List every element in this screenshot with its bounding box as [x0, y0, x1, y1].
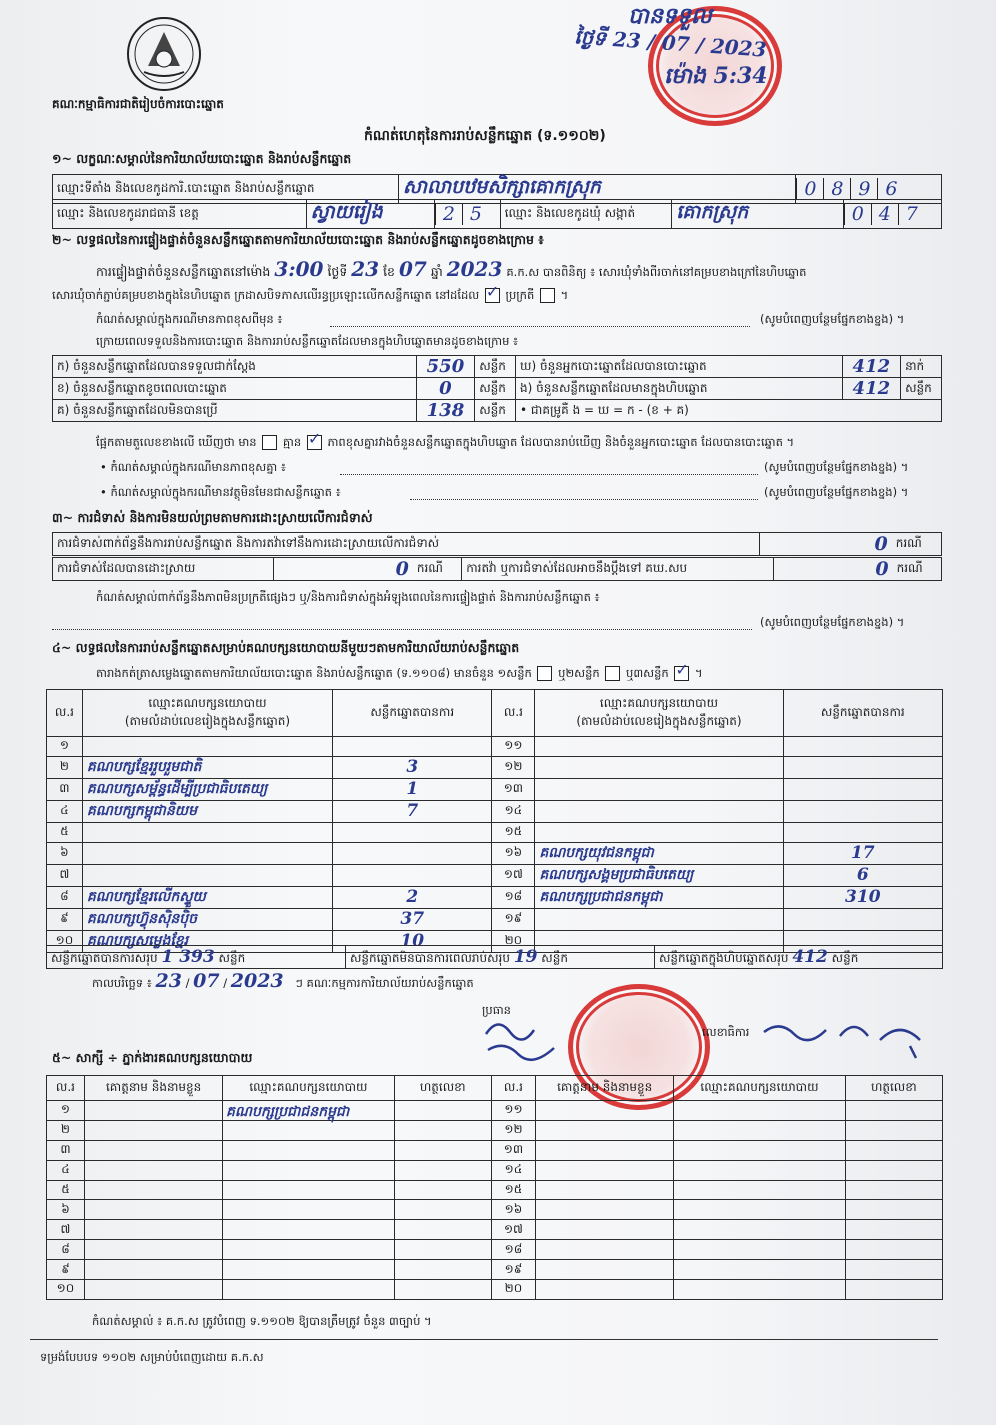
witness-signature-cell[interactable] — [394, 1160, 491, 1180]
table-row — [47, 778, 943, 800]
count-value-e: 412 — [852, 378, 891, 399]
code-digit: 0 — [844, 203, 871, 225]
witness-party-cell[interactable] — [674, 1200, 845, 1220]
objections-table — [52, 532, 942, 556]
col-no: ល.រ — [47, 1076, 85, 1101]
code-digit: 4 — [871, 203, 898, 225]
resolved-label: ការជំទាស់ដែលបានដោះស្រាយ — [53, 558, 274, 581]
row-number: ១១ — [492, 737, 535, 757]
resolved-count: 0 — [395, 558, 409, 580]
code-digit: 0 — [796, 178, 823, 200]
footer-note: កំណត់សម្គាល់ ៖ គ.ក.ស ត្រូវបំពេញ ទ.១១០២ ឱ្យបានត្រឹមត្រូវ ចំនួន ៣ច្បាប់ ។ — [92, 1314, 432, 1328]
president-signature — [478, 1014, 568, 1064]
party-name: គណបក្សកម្ពុជានិយម — [86, 802, 197, 819]
polling-station-name: សាលាបឋមសិក្សាគោកស្រុក — [402, 176, 601, 198]
verify-day: 23 — [351, 257, 380, 281]
witness-name-cell[interactable] — [84, 1280, 222, 1300]
discrepancy-line: ផ្អែកតាមតួលេខខាងលើ ឃើញថា មាន គ្មាន ✓ ភាពខុសគ្នារវាងចំនួនសន្លឹកឆ្នោតក្នុងហិបឆ្នោត ដែលបានរាប់ឃើញ និងចំនួនអ្នកបោះឆ្នោត ដែលបានបោះឆ្នោត ។ — [96, 434, 794, 450]
row-number: ២ — [47, 756, 83, 778]
witness-name-cell[interactable] — [535, 1240, 673, 1260]
invalid-total-label: សន្លឹកឆ្នោតមិនបានការពេលរាប់សរុប — [350, 950, 510, 965]
appeal-count: 0 — [875, 558, 889, 580]
secretary-signature — [760, 1010, 930, 1060]
irregularity-note-line[interactable] — [52, 629, 752, 630]
row-number: ៨ — [47, 1240, 85, 1260]
row-number: ២០ — [491, 1280, 535, 1300]
witness-name-cell[interactable] — [535, 1160, 673, 1180]
count-label-b: ខ) ចំនួនសន្លឹកឆ្នោតខូចពេលបោះឆ្នោត — [53, 378, 417, 400]
row-number: ១៨ — [492, 886, 535, 908]
witness-party-cell[interactable] — [674, 1120, 845, 1140]
witness-signature-cell[interactable] — [845, 1120, 942, 1140]
row-number: ៤ — [47, 1160, 85, 1180]
party-name: គណបក្សប្រជាជនកម្ពុជា — [539, 888, 663, 905]
date-year: 2023 — [230, 970, 284, 992]
row-number: ១០ — [47, 930, 83, 952]
unit: ករណី — [413, 558, 462, 581]
count-formula: • ជាគម្រូគឺ ង = ឃ = ក - (ខ + គ) — [516, 400, 942, 422]
unit: សន្លឹក — [475, 356, 516, 378]
row-number: ២ — [47, 1120, 85, 1140]
witness-party-cell[interactable] — [674, 1240, 845, 1260]
changed-checkbox[interactable] — [540, 288, 555, 303]
col-no: ល.រ — [491, 1076, 535, 1101]
two-sheet-checkbox[interactable] — [605, 666, 620, 681]
table-row — [47, 1220, 943, 1240]
witness-party: គណបក្សប្រជាជនកម្ពុជា — [226, 1104, 350, 1120]
col-name: គោត្តនាម និងនាមខ្លួន — [535, 1076, 673, 1101]
party-name: គណបក្សខ្មែរលើកស្ទួយ — [86, 888, 206, 905]
table-row — [47, 1180, 943, 1200]
code-digit: 8 — [823, 178, 850, 200]
invalid-total: 19 — [513, 946, 538, 967]
row-number: ១៩ — [492, 908, 535, 930]
date-line: កាលបរិច្ឆេទ ៖ 23 / 07 / 2023 ៗ គណៈកម្មការការិយាល័យរាប់សន្លឹកឆ្នោត — [92, 970, 474, 992]
vote-count: 17 — [850, 843, 875, 864]
witness-name-cell[interactable] — [84, 1260, 222, 1280]
footer-divider — [30, 1339, 938, 1340]
section3-heading: ៣~ ការជំទាស់ និងការមិនយល់ព្រមតាមការដោះស្រាយលើការជំទាស់ — [52, 510, 373, 525]
witness-party-cell[interactable] — [223, 1180, 394, 1200]
row-number: ១៥ — [491, 1180, 535, 1200]
party-name: គណបក្សហ៊្វុនស៊ិនប៉ិច — [86, 910, 197, 927]
table-row — [47, 1260, 943, 1280]
section2-heading: ២~ លទ្ធផលនៃការផ្ទៀងផ្ទាត់ចំនួនសន្លឹកឆ្នោតតាមការិយាល័យបោះឆ្នោត និងរាប់សន្លឹកឆ្នោតដូចខាងក្រោម ៖ — [52, 232, 544, 247]
valid-total-label: សន្លឹកឆ្នោតបានការសរុប — [51, 950, 158, 965]
section5-heading: ៥~ សាក្សី ÷ ភ្នាក់ងារគណបក្សនយោបាយ — [52, 1050, 253, 1065]
vote-count: 6 — [856, 865, 869, 886]
commune-code — [843, 200, 941, 229]
section1-heading: ១~ លក្ខណៈសម្គាល់នៃការិយាល័យបោះឆ្នោត និងរាប់សន្លឹកឆ្នោត — [52, 151, 352, 166]
count-value-a: 550 — [426, 356, 465, 377]
witness-party-cell[interactable] — [223, 1200, 394, 1220]
witness-signature-cell[interactable] — [394, 1200, 491, 1220]
row-number: ២០ — [492, 930, 535, 952]
count-label-a: ក) ចំនួនសន្លឹកឆ្នោតដែលបានទទួលជាក់ស្តែង — [53, 356, 417, 378]
party-name: គណបក្សយុវជនកម្ពុជា — [539, 844, 654, 861]
province-name: ស្វាយរៀង — [310, 201, 383, 223]
witness-signature-cell[interactable] — [394, 1240, 491, 1260]
box-total-label: សន្លឹកឆ្នោតក្នុងហិបឆ្នោតសរុប — [659, 950, 789, 965]
row-number: ១២ — [492, 756, 535, 778]
unit: ករណី — [893, 558, 942, 581]
normal-checkbox[interactable] — [485, 288, 500, 303]
witness-name-cell[interactable] — [84, 1200, 222, 1220]
verify-month: 07 — [398, 257, 427, 281]
witness-party-cell[interactable] — [674, 1220, 845, 1240]
form-label: ទម្រង់បែបបទ ១១០២ សម្រាប់បំពេញដោយ គ.ក.ស — [40, 1350, 264, 1364]
table-row — [47, 1240, 943, 1260]
witness-name-cell[interactable] — [535, 1140, 673, 1160]
row-number: ១៦ — [492, 842, 535, 864]
row-number: ៦ — [47, 842, 83, 864]
code-digit: 5 — [462, 203, 489, 225]
row-number: ១៦ — [491, 1200, 535, 1220]
code-digit: 2 — [435, 203, 462, 225]
witness-name-cell[interactable] — [84, 1240, 222, 1260]
change-note-hint: (សូមបំពេញបន្ថែមផ្នែកខាងខ្នង) ។ — [760, 312, 905, 326]
witness-table — [46, 1075, 943, 1300]
witness-signature-cell[interactable] — [845, 1260, 942, 1280]
results-table — [46, 689, 943, 953]
discrepancy-note-line[interactable] — [340, 474, 758, 475]
witness-signature-cell[interactable] — [845, 1200, 942, 1220]
witness-signature-cell[interactable] — [394, 1220, 491, 1240]
witness-name-cell[interactable] — [84, 1120, 222, 1140]
count-value-d: 412 — [852, 356, 891, 377]
witness-name-cell[interactable] — [535, 1180, 673, 1200]
row-number: ៧ — [47, 1220, 85, 1240]
row-number: ៩ — [47, 908, 83, 930]
col-signature: ហត្ថលេខា — [845, 1076, 942, 1101]
verify-time: 3:00 — [274, 257, 324, 281]
ballot-count-table — [52, 355, 942, 422]
witness-party-cell[interactable] — [674, 1180, 845, 1200]
col-party: ឈ្មោះគណបក្សនយោបាយ — [674, 1076, 845, 1101]
witness-party-cell[interactable] — [223, 1280, 394, 1300]
row-number: ១៤ — [492, 800, 535, 822]
discrepancy-note-hint: (សូមបំពេញបន្ថែមផ្នែកខាងខ្នង) ។ — [764, 460, 909, 474]
row-number: ៥ — [47, 1180, 85, 1200]
box-total: 412 — [792, 946, 828, 967]
unit: ករណី — [892, 533, 942, 556]
date-month: 07 — [193, 970, 220, 992]
change-note-line[interactable] — [330, 326, 750, 327]
foreign-object-hint: (សូមបំពេញបន្ថែមផ្នែកខាងខ្នង) ។ — [764, 485, 909, 499]
unit: សន្លឹក — [475, 378, 516, 400]
party-name: គណបក្សសង្គមប្រជាធិបតេយ្យ — [539, 866, 694, 883]
witness-signature-cell[interactable] — [394, 1180, 491, 1200]
col-votes: សន្លឹកឆ្នោតបានការ — [783, 690, 942, 737]
col-no: ល.រ — [47, 690, 83, 737]
no-discrepancy-checkbox[interactable] — [307, 435, 322, 450]
witness-name-cell[interactable] — [84, 1140, 222, 1160]
received-label: បានទទួល — [628, 3, 712, 29]
col-signature: ហត្ថលេខា — [394, 1076, 491, 1101]
foreign-object-line[interactable] — [410, 499, 758, 500]
col-party: ឈ្មោះគណបក្សនយោបាយ (តាមលំដាប់លេខរៀងក្នុងសន្លឹកឆ្នោត) — [535, 690, 783, 737]
count-value-c: 138 — [426, 400, 465, 421]
row-number: ១៧ — [491, 1220, 535, 1240]
witness-name-cell[interactable] — [535, 1220, 673, 1240]
witness-name-cell[interactable] — [84, 1220, 222, 1240]
witness-name-cell[interactable] — [535, 1200, 673, 1220]
vote-count: 7 — [406, 801, 419, 822]
row-number: ១១ — [491, 1101, 535, 1121]
unit: នាក់ — [901, 356, 942, 378]
row-number: ១០ — [47, 1280, 85, 1300]
col-votes: សន្លឹកឆ្នោតបានការ — [333, 690, 492, 737]
row-number: ១៣ — [492, 778, 535, 800]
row-number: ១៩ — [491, 1260, 535, 1280]
witness-party-cell[interactable] — [223, 1260, 394, 1280]
col-party: ឈ្មោះគណបក្សនយោបាយ — [223, 1076, 394, 1101]
ballot-count-intro: ក្រោយពេលទទួលនិងការបោះឆ្នោត និងការរាប់សន្លឹកឆ្នោតដែលមានក្នុងហិបឆ្នោតមានដូចខាងក្រោម ៖ — [96, 334, 519, 348]
witness-party-cell[interactable] — [223, 1120, 394, 1140]
objections-table-row2 — [52, 557, 942, 581]
verify-year: 2023 — [446, 257, 503, 281]
witness-name-cell[interactable] — [84, 1160, 222, 1180]
nec-logo — [124, 14, 204, 94]
row-number: ៧ — [47, 864, 83, 886]
verification-line: ការផ្ទៀងផ្ទាត់ចំនួនសន្លឹកឆ្នោតនៅម៉ោង 3:00 ថ្ងៃទី 23 ខែ 07 ឆ្នាំ 2023 គ.ក.ស បានពិនិត្យ ៖ សោរឃុំទាំងពីរចាក់នៅគម្របខាងក្រៅនៃហិបឆ្នោត — [96, 257, 807, 281]
witness-name-cell[interactable] — [535, 1280, 673, 1300]
witness-signature-cell[interactable] — [394, 1280, 491, 1300]
count-value-b: 0 — [439, 378, 452, 399]
party-name: គណបក្សសម្ព័ន្ធដើម្បីប្រជាធិបតេយ្យ — [86, 780, 268, 797]
witness-party-cell[interactable] — [674, 1280, 845, 1300]
witness-signature-cell[interactable] — [394, 1120, 491, 1140]
witness-signature-cell[interactable] — [845, 1220, 942, 1240]
row-number: ១៤ — [491, 1160, 535, 1180]
row-number: ១៧ — [492, 864, 535, 886]
witness-party-cell[interactable] — [674, 1260, 845, 1280]
code-digit: 9 — [850, 178, 877, 200]
foreign-object-label: • កំណត់សម្គាល់ក្នុងករណីមានវត្ថុមិនមែនជាសន្លឹកឆ្នោត ៖ — [100, 485, 341, 499]
irregularity-hint: (សូមបំពេញបន្ថែមផ្នែកខាងខ្នង) ។ — [760, 615, 905, 629]
one-sheet-checkbox[interactable] — [537, 666, 552, 681]
president-label: ប្រធាន — [482, 1003, 511, 1017]
row-number: ១៨ — [491, 1240, 535, 1260]
objections-count: 0 — [874, 533, 888, 555]
discrepancy-note-label: • កំណត់សម្គាល់ក្នុងករណីមានភាពខុសគ្នា ៖ — [100, 460, 286, 474]
witness-name-cell[interactable] — [535, 1101, 673, 1121]
col-no: ល.រ — [492, 690, 535, 737]
secretary-label: លេខាធិការ — [702, 1025, 750, 1039]
committee-label: ៗ គណៈកម្មការការិយាល័យរាប់សន្លឹកឆ្នោត — [295, 976, 474, 990]
witness-party-cell[interactable] — [223, 1220, 394, 1240]
table-row — [47, 864, 943, 886]
code-digit: 6 — [877, 178, 904, 200]
witness-party-cell[interactable] — [674, 1140, 845, 1160]
row-number: ១៥ — [492, 822, 535, 842]
count-label-c: គ) ចំនួនសន្លឹកឆ្នោតដែលមិនបានប្រើ — [53, 400, 417, 422]
witness-signature-cell[interactable] — [394, 1140, 491, 1160]
witness-name-cell[interactable] — [535, 1120, 673, 1140]
tally-sheet-line: តារាងកត់ត្រាសម្លេងឆ្នោតតាមការិយាល័យបោះឆ្នោត និងរាប់សន្លឹកឆ្នោត (ទ.១១០៨) មានចំនួន ១សន្លឹក ឬ២សន្លឹក ឬ៣សន្លឹក ✓ ។ — [96, 665, 703, 681]
witness-signature-cell[interactable] — [845, 1240, 942, 1260]
row-number: ៣ — [47, 1140, 85, 1160]
vote-count: 2 — [406, 887, 419, 908]
row-number: ៣ — [47, 778, 83, 800]
witness-party-cell[interactable] — [674, 1160, 845, 1180]
received-time: ម៉ោង 5:34 — [664, 63, 768, 89]
page-title: កំណត់ហេតុនៃការរាប់សន្លឹកឆ្នោត (ទ.១១០២) — [364, 128, 606, 144]
code-digit: 7 — [898, 203, 925, 225]
vote-count: 1 — [406, 779, 419, 800]
witness-party-cell[interactable] — [223, 1160, 394, 1180]
party-name: គណបក្សខ្មែររួបរួមជាតិ — [86, 758, 202, 775]
row-number: ៩ — [47, 1260, 85, 1280]
row-number: ៦ — [47, 1200, 85, 1220]
row-number: ៨ — [47, 886, 83, 908]
witness-signature-cell[interactable] — [845, 1101, 942, 1121]
unit: សន្លឹក — [475, 400, 516, 422]
table-row — [47, 842, 943, 864]
witness-signature-cell[interactable] — [394, 1101, 491, 1121]
has-discrepancy-checkbox[interactable] — [262, 435, 277, 450]
witness-signature-cell[interactable] — [394, 1260, 491, 1280]
row-number: ១២ — [491, 1120, 535, 1140]
col-name: គោត្តនាម និងនាមខ្លួន — [84, 1076, 222, 1101]
three-sheet-checkbox[interactable] — [674, 666, 689, 681]
received-date: ថ្ងៃទី 23 / 07 / 2023 — [573, 24, 768, 62]
witness-signature-cell[interactable] — [845, 1160, 942, 1180]
date-day: 23 — [155, 970, 182, 992]
table-row — [47, 1280, 943, 1300]
row-number: ៤ — [47, 800, 83, 822]
count-label-e: ង) ចំនួនសន្លឹកឆ្នោតដែលមានក្នុងហិបឆ្នោត — [516, 378, 843, 400]
witness-party-cell[interactable] — [223, 1140, 394, 1160]
row-number: ១ — [47, 737, 83, 757]
col-party: ឈ្មោះគណបក្សនយោបាយ (តាមលំដាប់លេខរៀងក្នុងសន្លឹកឆ្នោត) — [82, 690, 332, 737]
table-row — [47, 1101, 943, 1121]
objections-label: ការជំទាស់ពាក់ព័ន្ធនឹងការរាប់សន្លឹកឆ្នោត និងការតវ៉ាទៅនឹងការដោះស្រាយលើការជំទាស់ — [53, 533, 760, 556]
polling-station-label: ឈ្មោះទីតាំង និងលេខកូដការិ.បោះឆ្នោត និងរាប់សន្លឹកឆ្នោត — [53, 175, 399, 204]
province-label: ឈ្មោះ និងលេខកូដរាជធានី ខេត្ត — [53, 200, 307, 229]
table-row — [47, 1160, 943, 1180]
witness-signature-cell[interactable] — [845, 1140, 942, 1160]
table-row — [47, 800, 943, 822]
valid-total: 1 393 — [161, 946, 215, 967]
change-note-label: កំណត់សម្គាល់ក្នុងករណីមានភាពខុសពីមុន ៖ — [96, 312, 283, 326]
witness-name-cell[interactable] — [535, 1260, 673, 1280]
appeal-label: ការតវ៉ា ឬការជំទាស់ដែលអាចនឹងប្តឹងទៅ គឃ.សប — [462, 558, 773, 581]
table-row — [47, 737, 943, 757]
table-row — [47, 1120, 943, 1140]
org-name: គណៈកម្មាធិការជាតិរៀបចំការបោះឆ្នោត — [52, 97, 224, 111]
witness-party-cell[interactable] — [674, 1101, 845, 1121]
table-row — [47, 1140, 943, 1160]
section4-heading: ៤~ លទ្ធផលនៃការរាប់សន្លឹកឆ្នោតសម្រាប់គណបក្សនយោបាយនីមួយៗតាមការិយាល័យរាប់សន្លឹកឆ្នោត — [52, 640, 520, 655]
table-row — [47, 886, 943, 908]
seal-check-line: សោរឃុំចាក់ភ្ជាប់គម្របខាងក្នុងនៃហិបឆ្នោត ក្រដាសបិទភាសលើរន្ធប្រឡោះលើកសន្លឹកឆ្នោត នៅដដែល ✓ ប្រក្រតី ។ — [52, 287, 568, 303]
province-code — [434, 200, 500, 229]
commune-name: គោកស្រុក — [676, 201, 749, 223]
section1-table-row2 — [52, 199, 942, 229]
vote-count: 37 — [400, 909, 425, 930]
table-row — [47, 822, 943, 842]
table-row — [47, 908, 943, 930]
commune-label: ឈ្មោះ និងលេខកូដឃុំ សង្កាត់ — [500, 200, 672, 229]
unit: សន្លឹក — [901, 378, 942, 400]
party-name: គណបក្សសម្លេងខ្មែរ — [86, 932, 189, 949]
table-row — [47, 756, 943, 778]
row-number: ៥ — [47, 822, 83, 842]
row-number: ១ — [47, 1101, 85, 1121]
count-label-d: ឃ) ចំនួនអ្នកបោះឆ្នោតដែលបានបោះឆ្នោត — [516, 356, 843, 378]
witness-name-cell[interactable] — [84, 1101, 222, 1121]
results-totals: សន្លឹកឆ្នោតបានការសរុប 1 393 សន្លឹក សន្លឹកឆ្នោតមិនបានការពេលរាប់សរុប 19 សន្លឹក សន្លឹកឆ្នោតក្នុងហិបឆ្នោតសរុប 412 សន្លឹក — [46, 945, 943, 969]
vote-count: 10 — [400, 931, 425, 952]
vote-count: 310 — [845, 887, 881, 908]
irregularity-label: កំណត់សម្គាល់ពាក់ព័ន្ធនឹងភាពមិនប្រក្រតីផ្សេងៗ ឬ/និងការជំទាស់ក្នុងអំឡុងពេលនៃការផ្ទៀងផ្ទាត់ និងការរាប់សន្លឹកឆ្នោត ៖ — [96, 590, 600, 604]
table-row — [47, 1200, 943, 1220]
vote-count: 3 — [406, 757, 419, 778]
witness-signature-cell[interactable] — [845, 1180, 942, 1200]
row-number: ១៣ — [491, 1140, 535, 1160]
witness-party-cell[interactable] — [223, 1240, 394, 1260]
witness-signature-cell[interactable] — [845, 1280, 942, 1300]
witness-name-cell[interactable] — [84, 1180, 222, 1200]
